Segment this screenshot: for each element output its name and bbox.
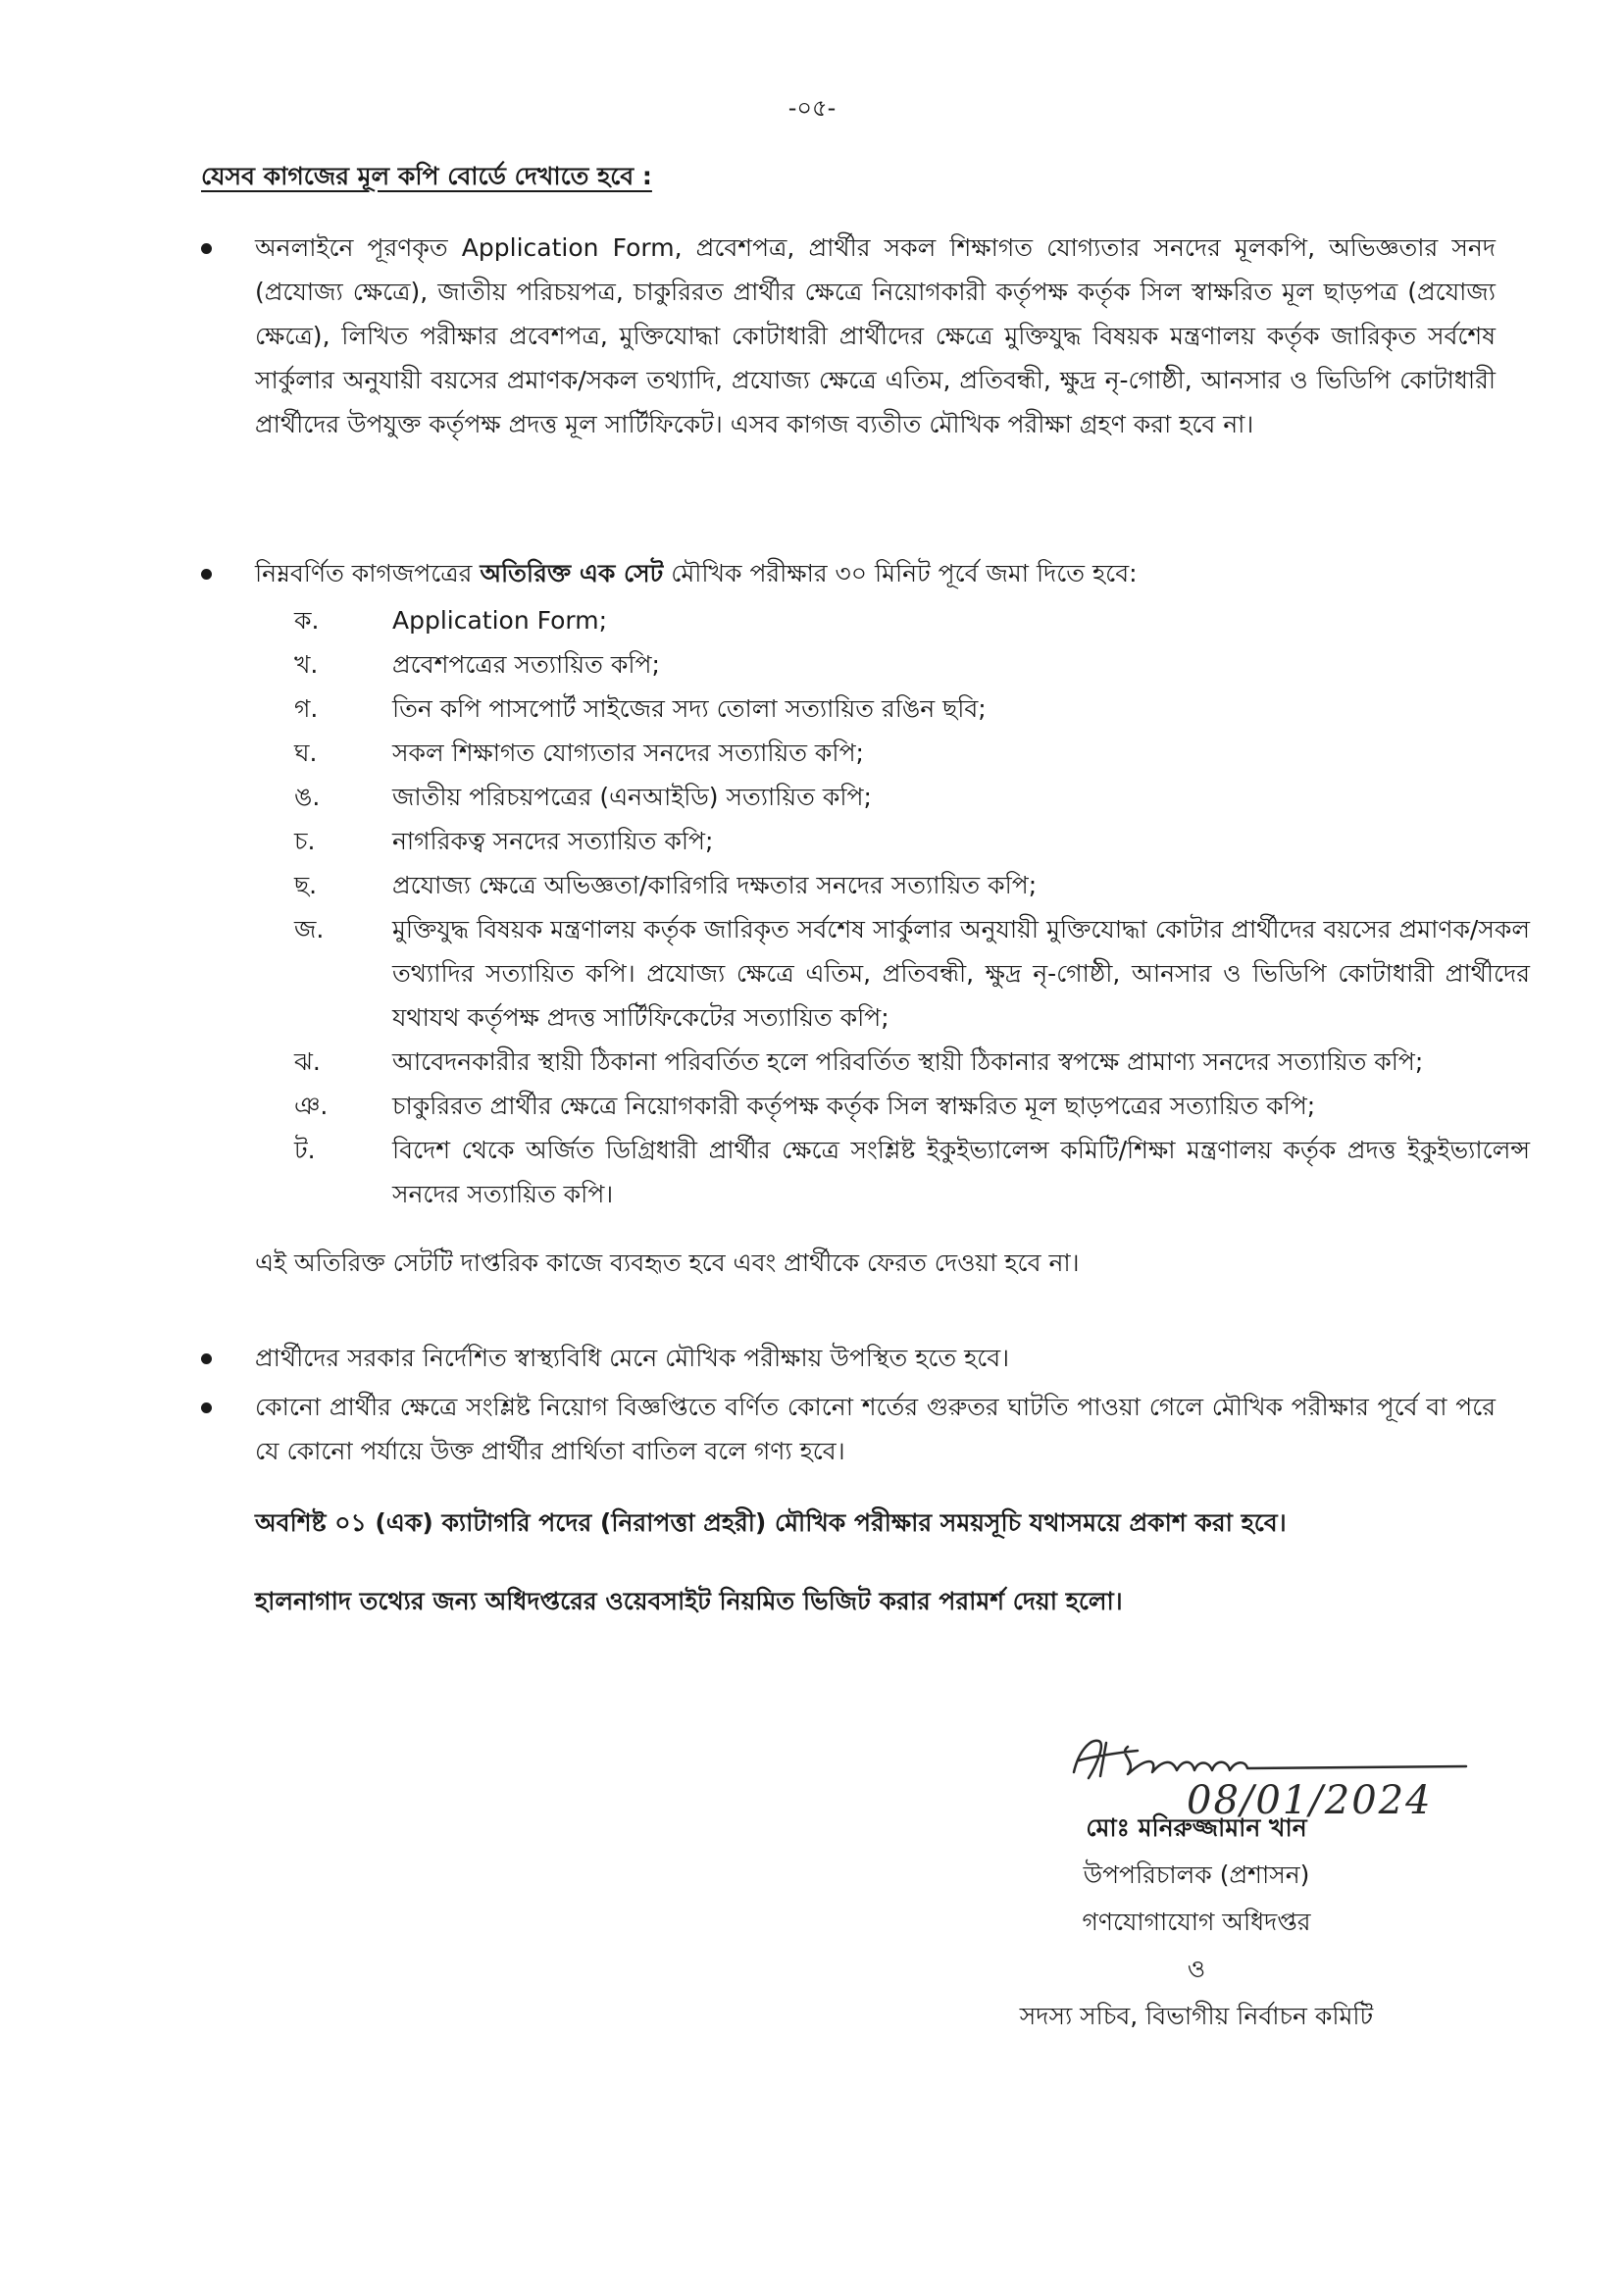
list-item-marker: ঘ. [294,739,318,767]
list-item-text: প্রবেশপত্রের সত্যায়িত কপি; [392,650,660,679]
signatory-role: সদস্য সচিব, বিভাগীয় নির্বাচন কমিটি [1019,2002,1374,2030]
document-sub-list [294,598,1530,1216]
list-item-marker: চ. [294,827,316,855]
list-item-text: তিন কপি পাসপোর্ট সাইজের সদ্য তোলা সত্যায়িত রঙিন ছবি; [392,694,987,723]
signatory-conjunction: ও [1187,1955,1206,1983]
bullet-text: প্রার্থীদের সরকার নির্দেশিত স্বাস্থ্যবিধি মেনে মৌখিক পরীক্ষায় উপস্থিত হতে হবে। [255,1344,1010,1372]
bullet-cancellation [201,1385,1496,1473]
list-item [294,1128,1530,1216]
list-item-marker: গ. [294,694,319,723]
list-item [294,642,1530,687]
bullet-text: কোনো প্রার্থীর ক্ষেত্রে সংশ্লিষ্ট নিয়োগ বিজ্ঞপ্তিতে বর্ণিত কোনো শর্তের গুরুতর ঘাটতি পাওয়া গেলে মৌখিক পরীক্ষার পূর্বে বা পরে যে কোনো পর্যায়ে উক্ত প্রার্থীর প্রার্থিতা বাতিল বলে গণ্য হবে। [255,1393,1496,1465]
list-item-marker: ট. [294,1136,316,1164]
list-item-text: মুক্তিযুদ্ধ বিষয়ক মন্ত্রণালয় কর্তৃক জারিকৃত সর্বশেষ সার্কুলার অনুযায়ী মুক্তিযোদ্ধা কোটার প্রার্থীদের বয়সের প্রমাণক/সকল তথ্যাদির সত্যায়িত কপি। প্রযোজ্য ক্ষেত্রে এতিম, প্রতিবন্ধী, ক্ষুদ্র নৃ-গোষ্ঠী, আনসার ও ভিডিপি কোটাধারী প্রার্থীদের যথাযথ কর্তৃপক্ষ প্রদত্ত সার্টিফিকেটের সত্যায়িত কপি; [392,915,1530,1032]
page-number: -০৫- [787,94,837,122]
schedule-notice: অবশিষ্ট ০১ (এক) ক্যাটাগরি পদের (নিরাপত্তা প্রহরী) মৌখিক পরীক্ষার সময়সূচি যথাসময়ে প্রকাশ করা হবে। [255,1508,1287,1537]
list-item [294,1040,1530,1084]
bullet-health-rules [201,1336,1496,1380]
bullet-text: অনলাইনে পূরণকৃত Application Form, প্রবেশপত্র, প্রার্থীর সকল শিক্ষাগত যোগ্যতার সনদের মূলকপি, অভিজ্ঞতার সনদ (প্রযোজ্য ক্ষেত্রে), জাতীয় পরিচয়পত্র, চাকুরিরত প্রার্থীর ক্ষেত্রে নিয়োগকারী কর্তৃপক্ষ কর্তৃক সিল স্বাক্ষরিত মূল ছাড়পত্র (প্রযোজ্য ক্ষেত্রে), লিখিত পরীক্ষার প্রবেশপত্র, মুক্তিযোদ্ধা কোটাধারী প্রার্থীদের ক্ষেত্রে মুক্তিযুদ্ধ বিষয়ক মন্ত্রণালয় কর্তৃক জারিকৃত সর্বশেষ সার্কুলার অনুযায়ী বয়সের প্রমাণক/সকল তথ্যাদি, প্রযোজ্য ক্ষেত্রে এতিম, প্রতিবন্ধী, ক্ষুদ্র নৃ-গোষ্ঠী, আনসার ও ভিডিপি কোটাধারী প্রার্থীদের উপযুক্ত কর্তৃপক্ষ প্রদত্ত মূল সার্টিফিকেট। এসব কাগজ ব্যতীত মৌখিক পরীক্ষা গ্রহণ করা হবে না। [255,233,1496,438]
list-item [294,687,1530,731]
bullet-dot-icon [201,1353,212,1364]
list-item-text: Application Form; [392,606,608,635]
list-item-marker: ঝ. [294,1047,321,1076]
list-item-marker: খ. [294,650,319,679]
list-item-text: বিদেশ থেকে অর্জিত ডিগ্রিধারী প্রার্থীর ক্ষেত্রে সংশ্লিষ্ট ইকুইভ্যালেন্স কমিটি/শিক্ষা মন্ত্রণালয় কর্তৃক প্রদত্ত ইকুইভ্যালেন্স সনদের সত্যায়িত কপি। [392,1136,1530,1208]
extra-set-note: এই অতিরিক্ত সেটটি দাপ্তরিক কাজে ব্যবহৃত হবে এবং প্রার্থীকে ফেরত দেওয়া হবে না। [255,1249,1080,1277]
section-heading: যেসব কাগজের মূল কপি বোর্ডে দেখাতে হবে : [201,162,652,190]
signatory-block [941,1805,1451,2040]
bullet-text [255,551,1496,595]
list-item-marker: ঞ. [294,1092,329,1120]
bullet-text-bold: অতিরিক্ত এক সেট [480,559,664,587]
list-item [294,819,1530,863]
list-item-marker: জ. [294,915,325,943]
list-item-text: সকল শিক্ষাগত যোগ্যতার সনদের সত্যায়িত কপি; [392,739,864,767]
signatory-designation: উপপরিচালক (প্রশাসন) [1083,1861,1310,1889]
list-item-marker: ঙ. [294,783,321,811]
list-item-text: চাকুরিরত প্রার্থীর ক্ষেত্রে নিয়োগকারী কর্তৃপক্ষ কর্তৃক সিল স্বাক্ষরিত মূল ছাড়পত্রের সত্যায়িত কপি; [392,1092,1316,1120]
bullet-text-prefix: নিম্নবর্ণিত কাগজপত্রের [255,559,481,587]
list-item [294,1084,1530,1128]
bullet-extra-set [201,551,1496,595]
list-item [294,863,1530,907]
bullet-text-suffix: মৌখিক পরীক্ষার ৩০ মিনিট পূর্বে জমা দিতে হবে: [663,559,1138,587]
list-item-text: নাগরিকত্ব সনদের সত্যায়িত কপি; [392,827,714,855]
bullet-dot-icon [201,1402,212,1413]
list-item-marker: ক. [294,606,320,635]
bullet-original-documents [201,226,1496,446]
list-item [294,775,1530,819]
list-item-text: প্রযোজ্য ক্ষেত্রে অভিজ্ঞতা/কারিগরি দক্ষতার সনদের সত্যায়িত কপি; [392,871,1038,899]
list-item [294,731,1530,775]
list-item-text: আবেদনকারীর স্থায়ী ঠিকানা পরিবর্তিত হলে পরিবর্তিত স্থায়ী ঠিকানার স্বপক্ষে প্রামাণ্য সনদের সত্যায়িত কপি; [392,1047,1424,1076]
signatory-office: গণযোগাযোগ অধিদপ্তর [1082,1908,1311,1936]
website-notice: হালনাগাদ তথ্যের জন্য অধিদপ্তরের ওয়েবসাইট নিয়মিত ভিজিট করার পরামর্শ দেয়া হলো। [255,1587,1123,1615]
list-item-marker: ছ. [294,871,318,899]
signatory-name: মোঃ মনিরুজ্জামান খান [1086,1813,1307,1842]
list-item-text: জাতীয় পরিচয়পত্রের (এনআইডি) সত্যায়িত কপি; [392,783,872,811]
bullet-dot-icon [201,569,212,580]
bullet-dot-icon [201,243,212,254]
list-item [294,598,1530,642]
list-item [294,907,1530,1040]
signature-date: 08/01/2024 [1187,1778,1433,1823]
